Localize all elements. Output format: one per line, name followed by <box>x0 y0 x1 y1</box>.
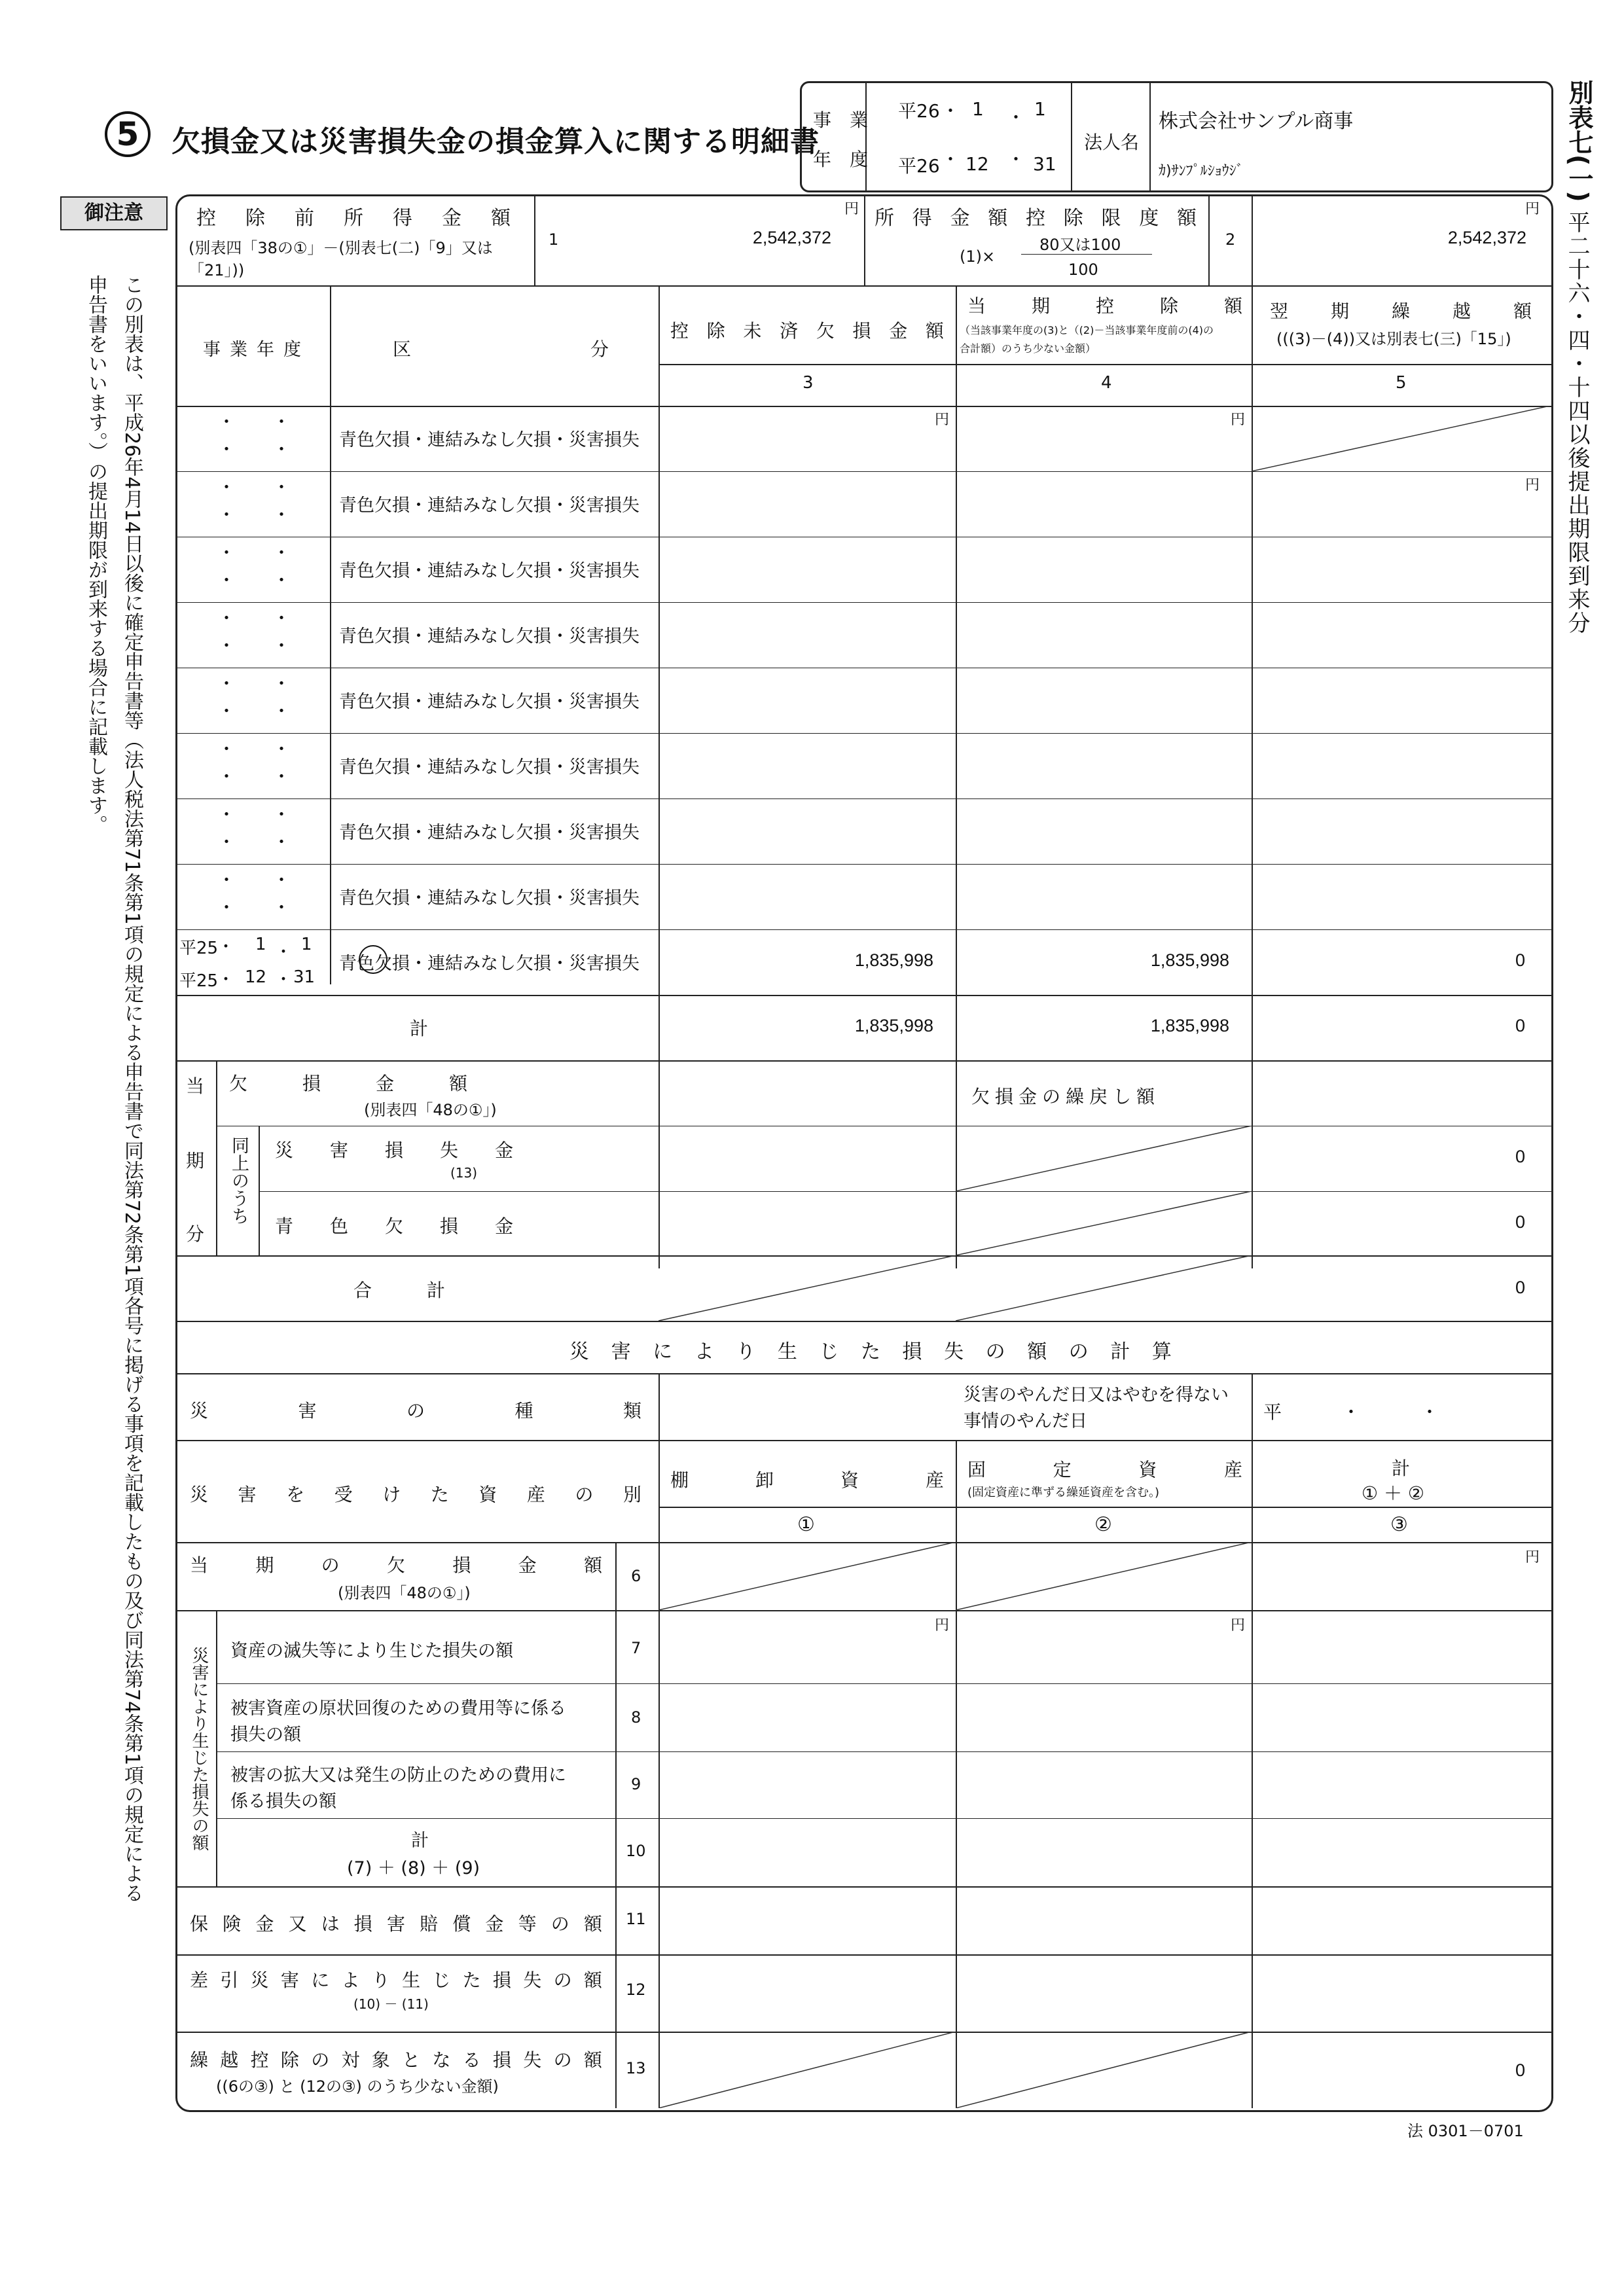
form-side-tag: 別表七(一) <box>1564 80 1593 202</box>
saigai-label: 災 害 損 失 金 <box>275 1139 514 1161</box>
loss-row-label: 青色欠損・連結みなし欠損・災害損失 <box>339 626 640 647</box>
col-year-header: 事 業 年 度 <box>203 340 301 360</box>
loss-row-label: 青色欠損・連結みなし欠損・災害損失 <box>339 823 640 843</box>
col3-header: 控 除 未 済 欠 損 金 額 <box>670 320 944 342</box>
r12-label: 差 引 災 害 に よ り 生 じ た 損 失 の 額 <box>190 1969 602 1991</box>
col4-sub-2: 合計額）のうち少ない金額） <box>960 342 1096 355</box>
gokei-col5[interactable]: 0 <box>1515 1278 1525 1297</box>
disabled-cell-slash <box>956 1255 1252 1321</box>
disaster-end-value[interactable]: 平 ・ ・ <box>1263 1401 1447 1423</box>
period-end-month: 12 <box>965 153 989 175</box>
fiscal-year-label-2: 年 度 <box>813 149 869 170</box>
before-income-value[interactable]: 2,542,372 <box>752 228 831 247</box>
saigai-col5[interactable]: 0 <box>1515 1147 1525 1166</box>
r13-sub: ((6の③) と (12の③) のうち少ない金額) <box>216 2077 499 2096</box>
form-number-badge <box>105 111 151 157</box>
loss-total-col4[interactable]: 1,835,998 <box>1150 1016 1229 1035</box>
limit-formula-c: 100 <box>1068 260 1098 279</box>
company-kana: ｶ)ｻﾝﾌﾟﾙｼｮｳｼﾞ <box>1159 163 1244 179</box>
col4-number: 4 <box>1101 373 1112 393</box>
loss-row-label: 青色欠損・連結みなし欠損・災害損失 <box>339 888 640 908</box>
yen-mark: 円 <box>1525 1549 1540 1566</box>
limit-value[interactable]: 2,542,372 <box>1447 228 1526 247</box>
loss-row-label: 青色欠損・連結みなし欠損・災害損失 <box>339 692 640 712</box>
empty-year-dots: ・ ・ ・ ・ <box>217 476 291 526</box>
period-start-month: 1 <box>972 98 984 120</box>
current-side-3: 分 <box>186 1223 205 1245</box>
empty-year-dots: ・ ・ ・ ・ <box>217 542 291 591</box>
empty-year-dots: ・ ・ ・ ・ <box>217 673 291 722</box>
col5-sub: (((3)－(4))又は別表七(三)「15」) <box>1276 330 1511 348</box>
r9-no: 9 <box>631 1775 641 1793</box>
disaster-section-title: 災 害 に よ り 生 じ た 損 失 の 額 の 計 算 <box>569 1340 1172 1363</box>
yen-mark: 円 <box>1231 412 1246 428</box>
empty-year-dots: ・ ・ ・ ・ <box>217 804 291 853</box>
selected-category-circle <box>359 945 388 974</box>
asset-col2-number: ② <box>1094 1513 1112 1536</box>
before-income-label: 控 除 前 所 得 金 額 <box>196 207 511 230</box>
kesson-sub: (別表四「48の①」) <box>364 1101 497 1119</box>
loss-row-label: 青色欠損・連結みなし欠損・災害損失 <box>339 954 640 974</box>
col4-sub-1: （当該事業年度の(3)と（(2)－当該事業年度前の(4)の <box>960 324 1214 336</box>
limit-label: 所 得 金 額 控 除 限 度 額 <box>875 207 1197 230</box>
kesson-label: 欠 損 金 額 <box>229 1073 468 1094</box>
yen-mark: 円 <box>1525 477 1540 493</box>
col5-header: 翌 期 繰 越 額 <box>1270 300 1532 322</box>
r13-value[interactable]: 0 <box>1515 2060 1525 2080</box>
disaster-end-label: 災害のやんだ日又はやむを得ない事情のやんだ日 <box>964 1385 1229 1431</box>
empty-year-dots: ・ ・ ・ ・ <box>217 411 291 460</box>
last-year-start-day: 1 <box>301 935 312 954</box>
disabled-cell-slash <box>659 2032 956 2108</box>
empty-year-dots: ・ ・ ・ ・ <box>217 869 291 918</box>
col4-header: 当 期 控 除 額 <box>967 295 1242 317</box>
asset-col2-header: 固 定 資 産 <box>967 1459 1242 1480</box>
asset-col1-header: 棚 卸 資 産 <box>670 1469 944 1491</box>
r9-label-2: 係る損失の額 <box>230 1791 336 1812</box>
r13-no: 13 <box>626 2059 646 2077</box>
current-side-2: 期 <box>186 1150 205 1172</box>
kurimodoshi-label: 欠損金の繰戻し額 <box>971 1086 1161 1107</box>
r12-no: 12 <box>626 1981 646 1999</box>
empty-year-dots: ・ ・ ・ ・ <box>217 607 291 656</box>
last-year-start-month: 1 <box>255 935 266 954</box>
loss-total-col5[interactable]: 0 <box>1515 1016 1525 1035</box>
yen-mark: 円 <box>935 1617 950 1634</box>
disabled-cell-slash <box>1252 406 1550 471</box>
gokei-label: 合 計 <box>353 1280 446 1301</box>
last-year-end-era: 平25 <box>179 971 219 991</box>
disabled-cell-slash <box>956 1126 1252 1191</box>
loss-side-label: 災害により生じた損失の額 <box>189 1647 209 1851</box>
last-row-col3[interactable]: 1,835,998 <box>854 950 933 970</box>
col5-number: 5 <box>1396 373 1407 393</box>
loss-row-label: 青色欠損・連結みなし欠損・災害損失 <box>339 430 640 450</box>
notice-text-1: この別表は、平成26年4月14日以後に確定申告書等（法人税法第71条第1項の規定による申告書で同法第72条第1項各号に掲げる事項を記載したもの及び同法第74条第1項の規定による <box>120 275 143 1903</box>
col-kubun-header: 区 分 <box>393 338 609 360</box>
period-end-day: 31 <box>1033 153 1056 175</box>
disabled-cell-slash <box>956 2032 1252 2108</box>
notice-title-box <box>60 196 168 230</box>
disabled-cell-slash <box>659 1542 956 1610</box>
form-number: 5 <box>116 115 139 153</box>
r10-sub: (7) ＋ (8) ＋ (9) <box>347 1858 480 1878</box>
before-income-no: 1 <box>549 230 559 249</box>
saigai-sub: (13) <box>450 1165 478 1181</box>
asset-label: 災 害 を 受 け た 資 産 の 別 <box>190 1484 641 1505</box>
r8-no: 8 <box>631 1708 641 1727</box>
asset-col2-sub: (固定資産に準ずる繰延資産を含む。) <box>967 1486 1160 1499</box>
loss-total-col3[interactable]: 1,835,998 <box>854 1016 933 1035</box>
yen-mark: 円 <box>1231 1617 1246 1634</box>
loss-row-label: 青色欠損・連結みなし欠損・災害損失 <box>339 495 640 516</box>
last-row-col4[interactable]: 1,835,998 <box>1150 950 1229 970</box>
loss-total-label: 計 <box>410 1018 429 1039</box>
company-name: 株式会社サンプル商事 <box>1159 110 1354 133</box>
company-label: 法人名 <box>1084 132 1140 153</box>
limit-no: 2 <box>1225 230 1236 249</box>
r6-label: 当 期 の 欠 損 金 額 <box>190 1554 602 1576</box>
r8-label-1: 被害資産の原状回復のための費用等に係る <box>230 1698 566 1719</box>
asset-col3-number: ③ <box>1390 1513 1408 1536</box>
r12-sub: (10) － (11) <box>353 1996 429 2012</box>
aoiro-col5[interactable]: 0 <box>1515 1212 1525 1232</box>
page-title: 欠損金又は災害損失金の損金算入に関する明細書 <box>171 125 820 158</box>
disaster-type-label: 災 害 の 種 類 <box>190 1400 641 1422</box>
last-year-start-era: 平25 <box>179 939 219 958</box>
notice-title: 御注意 <box>84 202 143 224</box>
r8-label-2: 損失の額 <box>230 1725 301 1745</box>
loss-row-label: 青色欠損・連結みなし欠損・災害損失 <box>339 561 640 581</box>
r9-label-1: 被害の拡大又は発生の防止のための費用に <box>230 1765 566 1785</box>
fiscal-year-label-1: 事 業 <box>813 109 869 131</box>
limit-formula-a: (1)× <box>960 247 996 266</box>
form-era-note: 平二十六・四・十四以後提出期限到来分 <box>1564 211 1590 635</box>
inner-label: 同上のうち <box>228 1136 249 1225</box>
r11-no: 11 <box>626 1910 646 1928</box>
aoiro-label: 青 色 欠 損 金 <box>275 1215 514 1237</box>
current-side-1: 当 <box>186 1075 205 1097</box>
r11-label: 保 険 金 又 は 損 害 賠 償 金 等 の 額 <box>190 1913 602 1935</box>
asset-col3-sub: ① ＋ ② <box>1362 1482 1425 1504</box>
r6-no: 6 <box>631 1567 641 1585</box>
limit-formula-b: 80又は100 <box>1039 236 1121 254</box>
r7-label: 資産の滅失等により生じた損失の額 <box>230 1641 513 1661</box>
r7-no: 7 <box>631 1639 641 1657</box>
notice-text-2: 申告書をいいます。）の提出期限が到来する場合に記載します。 <box>84 275 107 834</box>
yen-mark: 円 <box>1525 201 1540 217</box>
asset-col3-header: 計 <box>1392 1458 1411 1479</box>
last-year-end-day: 31 <box>293 967 316 987</box>
r10-label: 計 <box>411 1831 429 1851</box>
r13-label: 繰 越 控 除 の 対 象 と な る 損 失 の 額 <box>190 2049 602 2071</box>
period-start-era: 平26 <box>898 100 940 122</box>
loss-row-label: 青色欠損・連結みなし欠損・災害損失 <box>339 757 640 778</box>
r6-sub: (別表四「48の①」) <box>338 1584 471 1602</box>
period-start-day: 1 <box>1034 98 1046 120</box>
period-end-era: 平26 <box>898 155 940 177</box>
last-year-end-month: 12 <box>245 967 267 987</box>
last-row-col5[interactable]: 0 <box>1515 950 1525 970</box>
yen-mark: 円 <box>935 412 950 428</box>
r10-no: 10 <box>626 1842 646 1860</box>
disabled-cell-slash <box>956 1191 1252 1255</box>
yen-mark: 円 <box>844 201 859 217</box>
form-code: 法 0301－0701 <box>1407 2122 1524 2140</box>
disabled-cell-slash <box>956 1542 1252 1610</box>
empty-year-dots: ・ ・ ・ ・ <box>217 738 291 787</box>
asset-col1-number: ① <box>797 1513 815 1536</box>
col3-number: 3 <box>803 373 814 393</box>
disabled-cell-slash <box>659 1255 956 1321</box>
before-income-sub: (別表四「38の①」－(別表七(二)「9」又は「21」)) <box>189 239 493 279</box>
